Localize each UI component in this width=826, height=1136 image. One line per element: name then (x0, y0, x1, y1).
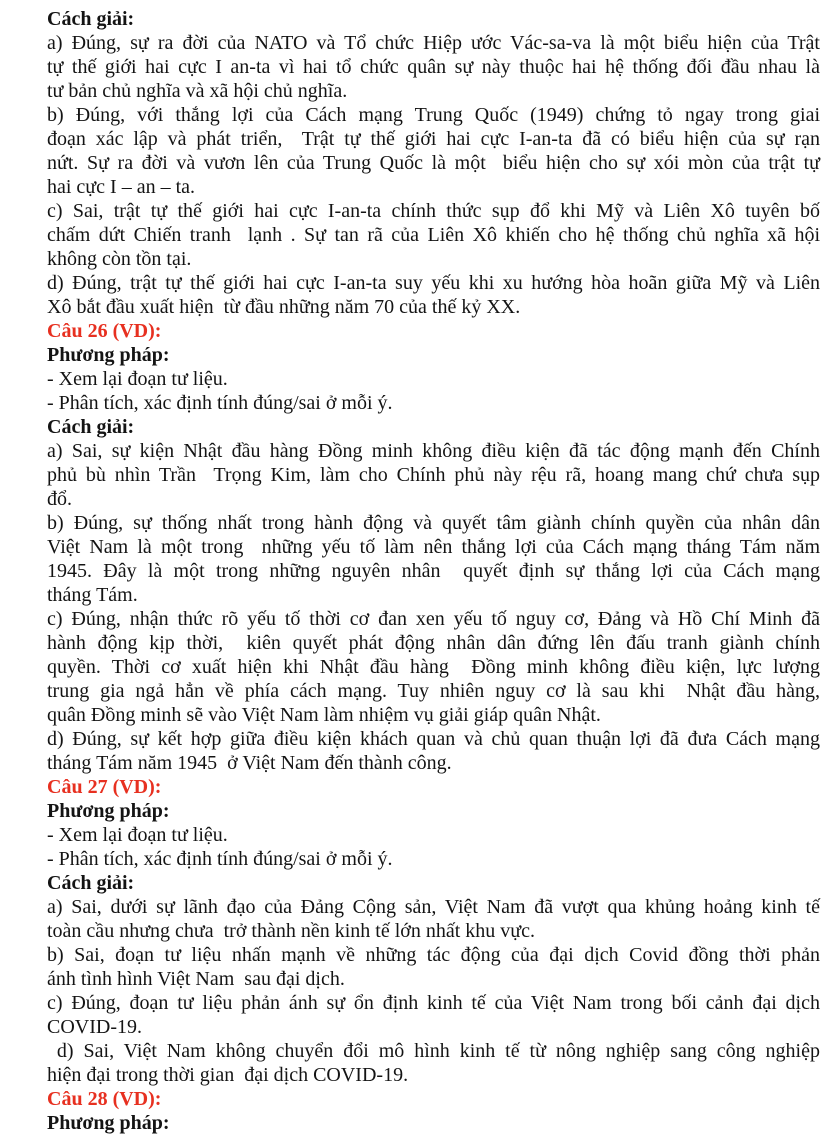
text-line: nứt. Sự ra đời và vươn lên của Trung Quốc là một biểu hiện cho sự xói mòn của trật tự (47, 152, 820, 174)
section-heading: Phương pháp: (47, 344, 170, 366)
text-line: d) Đúng, sự kết hợp giữa điều kiện khách quan và chủ quan thuận lợi đã đưa Cách mạng (47, 728, 820, 750)
section-heading: Phương pháp: (47, 800, 170, 822)
text-line: trung gia ngả hẳn về phía cách mạng. Tuy nhiên nguy cơ là sau khi Nhật đầu hàng, (47, 680, 820, 702)
section-heading: Cách giải: (47, 872, 135, 894)
text-line: đổ. (47, 488, 72, 510)
text-line: 1945. Đây là một trong những nguyên nhân quyết định sự thắng lợi của Cách mạng (47, 560, 820, 582)
text-line: - Xem lại đoạn tư liệu. (47, 368, 228, 390)
text-line: tự thế giới hai cực I an-ta vì hai tổ chức quân sự này thuộc hai hệ thống đối đầu nhau là (47, 56, 820, 78)
text-line: c) Sai, trật tự thế giới hai cực I-an-ta chính thức sụp đổ khi Mỹ và Liên Xô tuyên bố (47, 200, 820, 222)
text-line: chấm dứt Chiến tranh lạnh . Sự tan rã của Liên Xô khiến cho hệ thống chủ nghĩa xã hội (47, 224, 820, 246)
text-line: quyền. Thời cơ xuất hiện khi Nhật đầu hàng Đồng minh không điều kiện, lực lượng (47, 656, 820, 678)
text-line: ánh tình hình Việt Nam sau đại dịch. (47, 968, 345, 990)
text-line: Xô bắt đầu xuất hiện từ đầu những năm 70 của thế kỷ XX. (47, 296, 521, 318)
text-line: b) Đúng, với thắng lợi của Cách mạng Trung Quốc (1949) chứng tỏ ngay trong giai (47, 104, 820, 126)
section-heading: Cách giải: (47, 416, 135, 438)
text-line: hành động kịp thời, kiên quyết phát động nhân dân đứng lên đấu tranh giành chính (47, 632, 820, 654)
text-line: b) Sai, đoạn tư liệu nhấn mạnh về những tác động của đại dịch Covid đồng thời phản (47, 944, 820, 966)
section-heading: Cách giải: (47, 8, 135, 30)
text-line: phủ bù nhìn Trần Trọng Kim, làm cho Chính phủ này rệu rã, hoang mang chứ chưa sụp (47, 464, 820, 486)
section-heading: Phương pháp: (47, 1112, 170, 1134)
text-line: a) Sai, dưới sự lãnh đạo của Đảng Cộng sản, Việt Nam đã vượt qua khủng hoảng kinh tế (47, 896, 820, 918)
text-line: tháng Tám năm 1945 ở Việt Nam đến thành công. (47, 752, 452, 774)
text-line: - Xem lại đoạn tư liệu. (47, 824, 228, 846)
text-line: Việt Nam là một trong những yếu tố làm nên thắng lợi của Cách mạng tháng Tám năm (47, 536, 820, 558)
text-line: d) Đúng, trật tự thế giới hai cực I-an-ta suy yếu khi xu hướng hòa hoãn giữa Mỹ và Liên (47, 272, 820, 294)
text-line: c) Đúng, nhận thức rõ yếu tố thời cơ đan xen yếu tố nguy cơ, Đảng và Hồ Chí Minh đã (47, 608, 820, 630)
question-heading: Câu 27 (VD): (47, 776, 162, 798)
text-line: b) Đúng, sự thống nhất trong hành động và quyết tâm giành chính quyền của nhân dân (47, 512, 820, 534)
text-line: quân Đồng minh sẽ vào Việt Nam làm nhiệm vụ giải giáp quân Nhật. (47, 704, 601, 726)
text-line: a) Sai, sự kiện Nhật đầu hàng Đồng minh không điều kiện đã tác động mạnh đến Chính (47, 440, 820, 462)
text-line: tháng Tám. (47, 584, 138, 606)
text-line: - Phân tích, xác định tính đúng/sai ở mỗi ý. (47, 392, 393, 414)
text-line: hai cực I – an – ta. (47, 176, 195, 198)
text-line: không còn tồn tại. (47, 248, 192, 270)
text-line: c) Đúng, đoạn tư liệu phản ánh sự ổn định kinh tế của Việt Nam trong bối cảnh đại dịch (47, 992, 820, 1014)
text-line: toàn cầu nhưng chưa trở thành nền kinh tế lớn nhất khu vực. (47, 920, 535, 942)
text-line: đoạn xác lập và phát triển, Trật tự thế giới hai cực I-an-ta đã có biểu hiện của sự rạn (47, 128, 820, 150)
question-heading: Câu 26 (VD): (47, 320, 162, 342)
text-line: - Phân tích, xác định tính đúng/sai ở mỗi ý. (47, 848, 393, 870)
text-line: COVID-19. (47, 1016, 142, 1038)
text-line: hiện đại trong thời gian đại dịch COVID-19. (47, 1064, 409, 1086)
text-line: a) Đúng, sự ra đời của NATO và Tổ chức Hiệp ước Vác-sa-va là một biểu hiện của Trật (47, 32, 820, 54)
question-heading: Câu 28 (VD): (47, 1088, 162, 1110)
text-line: d) Sai, Việt Nam không chuyển đổi mô hình kinh tế từ nông nghiệp sang công nghiệp (47, 1040, 820, 1062)
text-line: tư bản chủ nghĩa và xã hội chủ nghĩa. (47, 80, 348, 102)
